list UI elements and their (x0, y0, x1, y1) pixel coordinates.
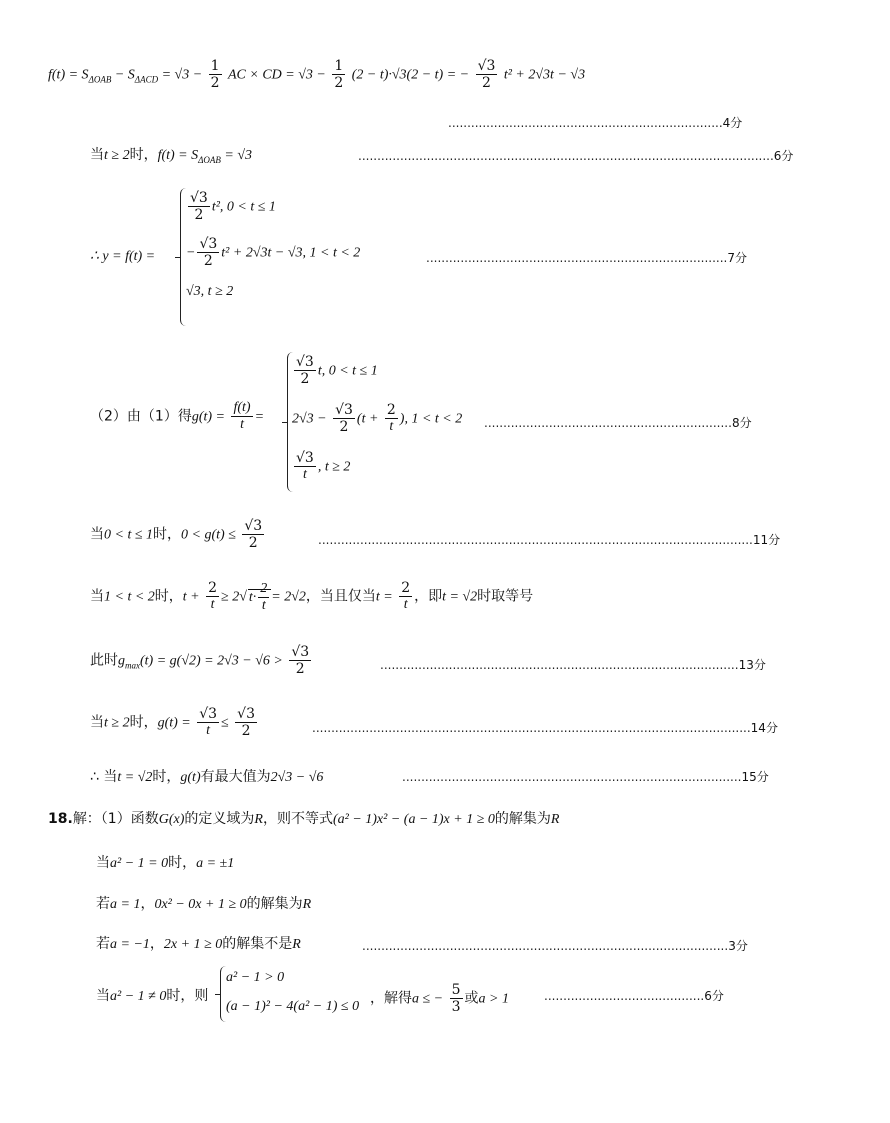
l1-frac-half-2 (332, 58, 345, 91)
l6-m6: t = √2 (442, 589, 478, 605)
l1-rest2: AC × CD = √3 − (228, 67, 326, 83)
l1-sub2: ΔACD (134, 74, 159, 85)
score-3: ................................................................................................3分 (362, 939, 748, 953)
l1-half2-den: 2 (334, 75, 344, 92)
formula-line-8 (90, 706, 300, 739)
formula-line-1 (48, 58, 842, 91)
l6-frac3 (399, 580, 412, 613)
l4-c1-frac (294, 354, 316, 387)
l4-c3-frac (294, 450, 316, 483)
formula-line-11 (96, 893, 890, 913)
l8-b: 时， (129, 714, 158, 731)
l4-c1-num: √3 (296, 354, 314, 370)
l1-rest3: (2 − t)·√3(2 − t) = − (351, 67, 470, 83)
score-6a: .............................................................................................................6分 (358, 149, 794, 163)
l2-sub: ΔOAB (198, 154, 221, 165)
l6-a: 当 (90, 588, 104, 605)
l4-c2-a: 2√3 − (292, 411, 327, 427)
l1-r3-den: 2 (482, 75, 491, 92)
l6-frac2 (258, 581, 269, 614)
l4-prefix-row (90, 400, 290, 433)
l8-f2-num: √3 (237, 706, 255, 722)
l13-num: 5 (451, 982, 461, 998)
l13-case-1 (226, 969, 284, 986)
q18-number: 18. (48, 811, 73, 827)
score-8: .................................................................8分 (484, 416, 752, 430)
l8-frac2 (235, 706, 257, 739)
l10-a: 当 (96, 855, 110, 871)
l3-case-3 (186, 283, 233, 300)
l6-d: ，即 (414, 588, 443, 605)
l9-c: 有最大值为 (200, 769, 271, 785)
l1-half-num: 1 (210, 58, 220, 74)
l4-c2-frac2 (385, 402, 398, 435)
score-6b: ..........................................6分 (544, 989, 724, 1003)
l13-c: ，解得 (370, 990, 412, 1007)
l8-f1-num: √3 (199, 706, 218, 722)
l6-sqrt: t· $\frac{2}{t}$ (248, 589, 271, 605)
l2-math-b: f(t) = S (157, 148, 199, 163)
l9-m3: 2√3 − √6 (270, 770, 324, 785)
l2-text-b: 时， (129, 147, 158, 163)
l6-frac1 (206, 580, 219, 613)
l5-num: √3 (244, 518, 263, 534)
q18-m2: R (254, 812, 263, 827)
l3-c1-den: 2 (194, 207, 204, 224)
l1-half-den: 2 (210, 75, 220, 92)
l3-c1-num: √3 (190, 190, 208, 206)
l8-m1: t ≥ 2 (104, 715, 130, 731)
l1-frac-half (209, 58, 222, 91)
l6-c: ，当且仅当 (305, 588, 376, 605)
score-7: ...............................................................................7分 (426, 251, 747, 265)
l9-m2: g(t) (180, 770, 201, 785)
l13-frac (450, 982, 463, 1015)
l4-ft-frac (231, 400, 252, 433)
l6-f3-den: t (403, 597, 408, 613)
l6-f2-num: 2 (258, 581, 269, 598)
l13-case-2 (226, 998, 359, 1015)
l5-b: 时， (153, 526, 182, 543)
l4-c1-text: t, 0 < t ≤ 1 (317, 363, 378, 379)
l3-prefix: ∴ y = f(t) = (90, 249, 156, 264)
l7-m1: g (118, 653, 125, 669)
l1-frac-sqrt3 (476, 58, 498, 91)
l11-b: ， (140, 896, 155, 912)
l3-c2-text: t² + 2√3t − √3, 1 < t < 2 (221, 245, 361, 261)
q18-a: 解：（1）函数 (72, 811, 159, 827)
l13-c1: a² − 1 > 0 (226, 970, 285, 985)
score-4: ........................................................................4分 (448, 116, 743, 130)
l7-sub: max (125, 660, 140, 671)
l4-case-2 (292, 402, 462, 435)
score-3-label: 3分 (728, 939, 748, 953)
l6-b: 时， (154, 588, 183, 605)
score-13-label: 13分 (738, 658, 766, 672)
l10-m2: a = ±1 (196, 856, 235, 871)
l3-c1-frac (188, 190, 210, 223)
l8-m2: g(t) = (157, 715, 191, 731)
formula-line-6: 当1 < t < 2时，t + $\frac{2}{t}$ ≥ 2√ t· $\frac{2}{t}$ = 2√2，当且仅当t = $\frac{2}{t}$ ，即t = √2时取等号 (90, 580, 534, 613)
l13-m2: a ≤ − (412, 991, 444, 1007)
score-14: ...................................................................................................................14分 (312, 721, 778, 735)
l13-a: 当 (96, 988, 110, 1004)
score-15: .........................................................................................15分 (402, 770, 769, 784)
l3-c3-text: √3, t ≥ 2 (186, 284, 234, 299)
l13-b: 时，则 (166, 988, 209, 1004)
l5-den: 2 (248, 535, 258, 552)
l4-c2-num: √3 (335, 402, 353, 418)
q18-m4: R (550, 812, 560, 827)
l6-f3-num: 2 (401, 580, 411, 596)
score-15-label: 15分 (741, 770, 769, 784)
l4-eq: = (254, 409, 265, 425)
l4-c2-c: ), 1 < t < 2 (399, 411, 463, 427)
score-6b-label: 6分 (704, 989, 724, 1003)
l4-c3-text: , t ≥ 2 (317, 459, 351, 475)
l4-f-num: f(t) (231, 400, 252, 417)
l6-m3: ≥ 2 (221, 589, 240, 605)
l2-text-a: 当 (90, 147, 104, 163)
l6-m4: = 2√2 (271, 589, 306, 605)
l6-f1-den: t (210, 597, 215, 613)
q18-m3: (a² − 1)x² − (a − 1)x + 1 ≥ 0 (332, 812, 495, 827)
l12-m1: a = −1 (110, 937, 150, 952)
formula-line-12 (96, 933, 356, 953)
l1-lhs: f(t) = S (48, 67, 89, 83)
l3-c2-num: √3 (199, 236, 218, 252)
l9-m1: t = √2 (117, 770, 153, 785)
score-7-label: 7分 (727, 251, 747, 265)
score-6a-label: 6分 (773, 149, 794, 163)
l4-c2f2-den: t (389, 419, 394, 435)
l13-prefix-row (96, 985, 220, 1005)
l4-c2f2-num: 2 (386, 402, 396, 418)
l8-m3: ≤ (221, 715, 229, 731)
l3-c1-text: t², 0 < t ≤ 1 (211, 199, 276, 215)
l10-m1: a² − 1 = 0 (110, 856, 169, 871)
l13-c2: (a − 1)² − 4(a² − 1) ≤ 0 (226, 999, 360, 1014)
l6-m5: t = (375, 589, 393, 605)
l10-b: 时， (168, 855, 197, 871)
l1-sub1: ΔOAB (88, 74, 112, 85)
l6-sqrt-t: t (248, 589, 253, 605)
score-11-label: 11分 (752, 533, 781, 547)
l12-a: 若 (96, 936, 110, 952)
l7-m2: (t) = g(√2) = 2√3 − √6 > (140, 653, 283, 669)
l2-math-a: t ≥ 2 (104, 148, 130, 163)
l7-den: 2 (295, 661, 305, 678)
formula-line-5 (90, 518, 330, 551)
l11-m1: a = 1 (110, 897, 141, 912)
l1-half2-num: 1 (334, 58, 344, 74)
score-13: ..............................................................................................13分 (380, 658, 766, 672)
l11-m2: 0x² − 0x + 1 ≥ 0 (154, 897, 247, 912)
l9-a: ∴ 当 (90, 769, 118, 785)
score-14-label: 14分 (750, 721, 778, 735)
formula-line-9 (90, 766, 380, 786)
l13-result-row (370, 982, 520, 1015)
l3-prefix-row (90, 248, 180, 265)
l13-m3: 或 (464, 990, 479, 1007)
q18-c: ，则不等式 (262, 811, 333, 827)
l7-a: 此时 (90, 652, 118, 669)
score-4-label: 4分 (722, 116, 743, 130)
l11-c: 的解集为 (246, 896, 303, 912)
q18-line (48, 808, 842, 828)
l13-den: 3 (451, 999, 461, 1016)
l4-prefix: （2）由（1）得 (90, 408, 192, 425)
l4-c3-num: √3 (296, 450, 314, 466)
l12-m2: 2x + 1 ≥ 0 (163, 937, 223, 952)
q18-b: 的定义域为 (184, 811, 255, 827)
l5-a: 当 (90, 526, 104, 543)
l4-c2-b: (t + (356, 411, 379, 427)
l4-g: g(t) = (191, 409, 225, 425)
l6-m1: 1 < t < 2 (104, 589, 155, 605)
l4-c1-den: 2 (300, 371, 310, 388)
l6-f1-num: 2 (208, 580, 218, 596)
l5-m1: 0 < t ≤ 1 (104, 527, 154, 543)
l3-c2-frac (197, 236, 219, 269)
l3-c2-den: 2 (203, 253, 213, 270)
l4-f-den: t (240, 417, 244, 433)
l13-m1: a² − 1 ≠ 0 (110, 989, 167, 1004)
l7-frac (289, 644, 311, 677)
l11-m3: R (302, 897, 312, 912)
l1-rest4: t² + 2√3t − √3 (503, 67, 586, 83)
l3-case-2 (186, 236, 360, 269)
l6-m2: t + (182, 589, 200, 605)
formula-line-7 (90, 644, 360, 677)
score-8-label: 8分 (731, 416, 752, 430)
l2-math-c: = √3 (220, 148, 253, 163)
l4-case-1 (292, 354, 378, 387)
q18-d: 的解集为 (494, 811, 551, 827)
l4-c2-frac (333, 402, 355, 435)
l5-m2: 0 < g(t) ≤ (181, 527, 236, 543)
l1-rest1: = √3 − (158, 67, 203, 83)
l13-m4: a > 1 (478, 991, 509, 1007)
l5-frac (242, 518, 264, 551)
l6-e: 时取等号 (477, 588, 534, 605)
l1-r3-num: √3 (477, 58, 496, 74)
l4-c3-den: t (302, 467, 307, 483)
l4-c2-den: 2 (339, 419, 349, 436)
l8-frac1 (197, 706, 219, 739)
l12-b: ， (149, 936, 164, 952)
l12-c: 的解集不是 (222, 936, 293, 952)
l3-c2-pre: − (186, 245, 196, 261)
l9-b: 时， (152, 769, 181, 785)
l4-case-3 (292, 450, 350, 483)
l6-f2-den: t (261, 597, 266, 613)
l7-num: √3 (291, 644, 310, 660)
l8-a: 当 (90, 714, 104, 731)
formula-line-10 (96, 852, 890, 872)
l12-m3: R (292, 937, 301, 952)
l11-a: 若 (96, 896, 110, 912)
l8-f2-den: 2 (241, 723, 251, 740)
l1-minus: − S (111, 67, 135, 83)
l3-case-1 (186, 190, 276, 223)
q18-m1: G(x) (158, 812, 185, 827)
score-11: ..................................................................................................................11分 (318, 533, 781, 547)
l8-f1-den: t (206, 723, 211, 739)
